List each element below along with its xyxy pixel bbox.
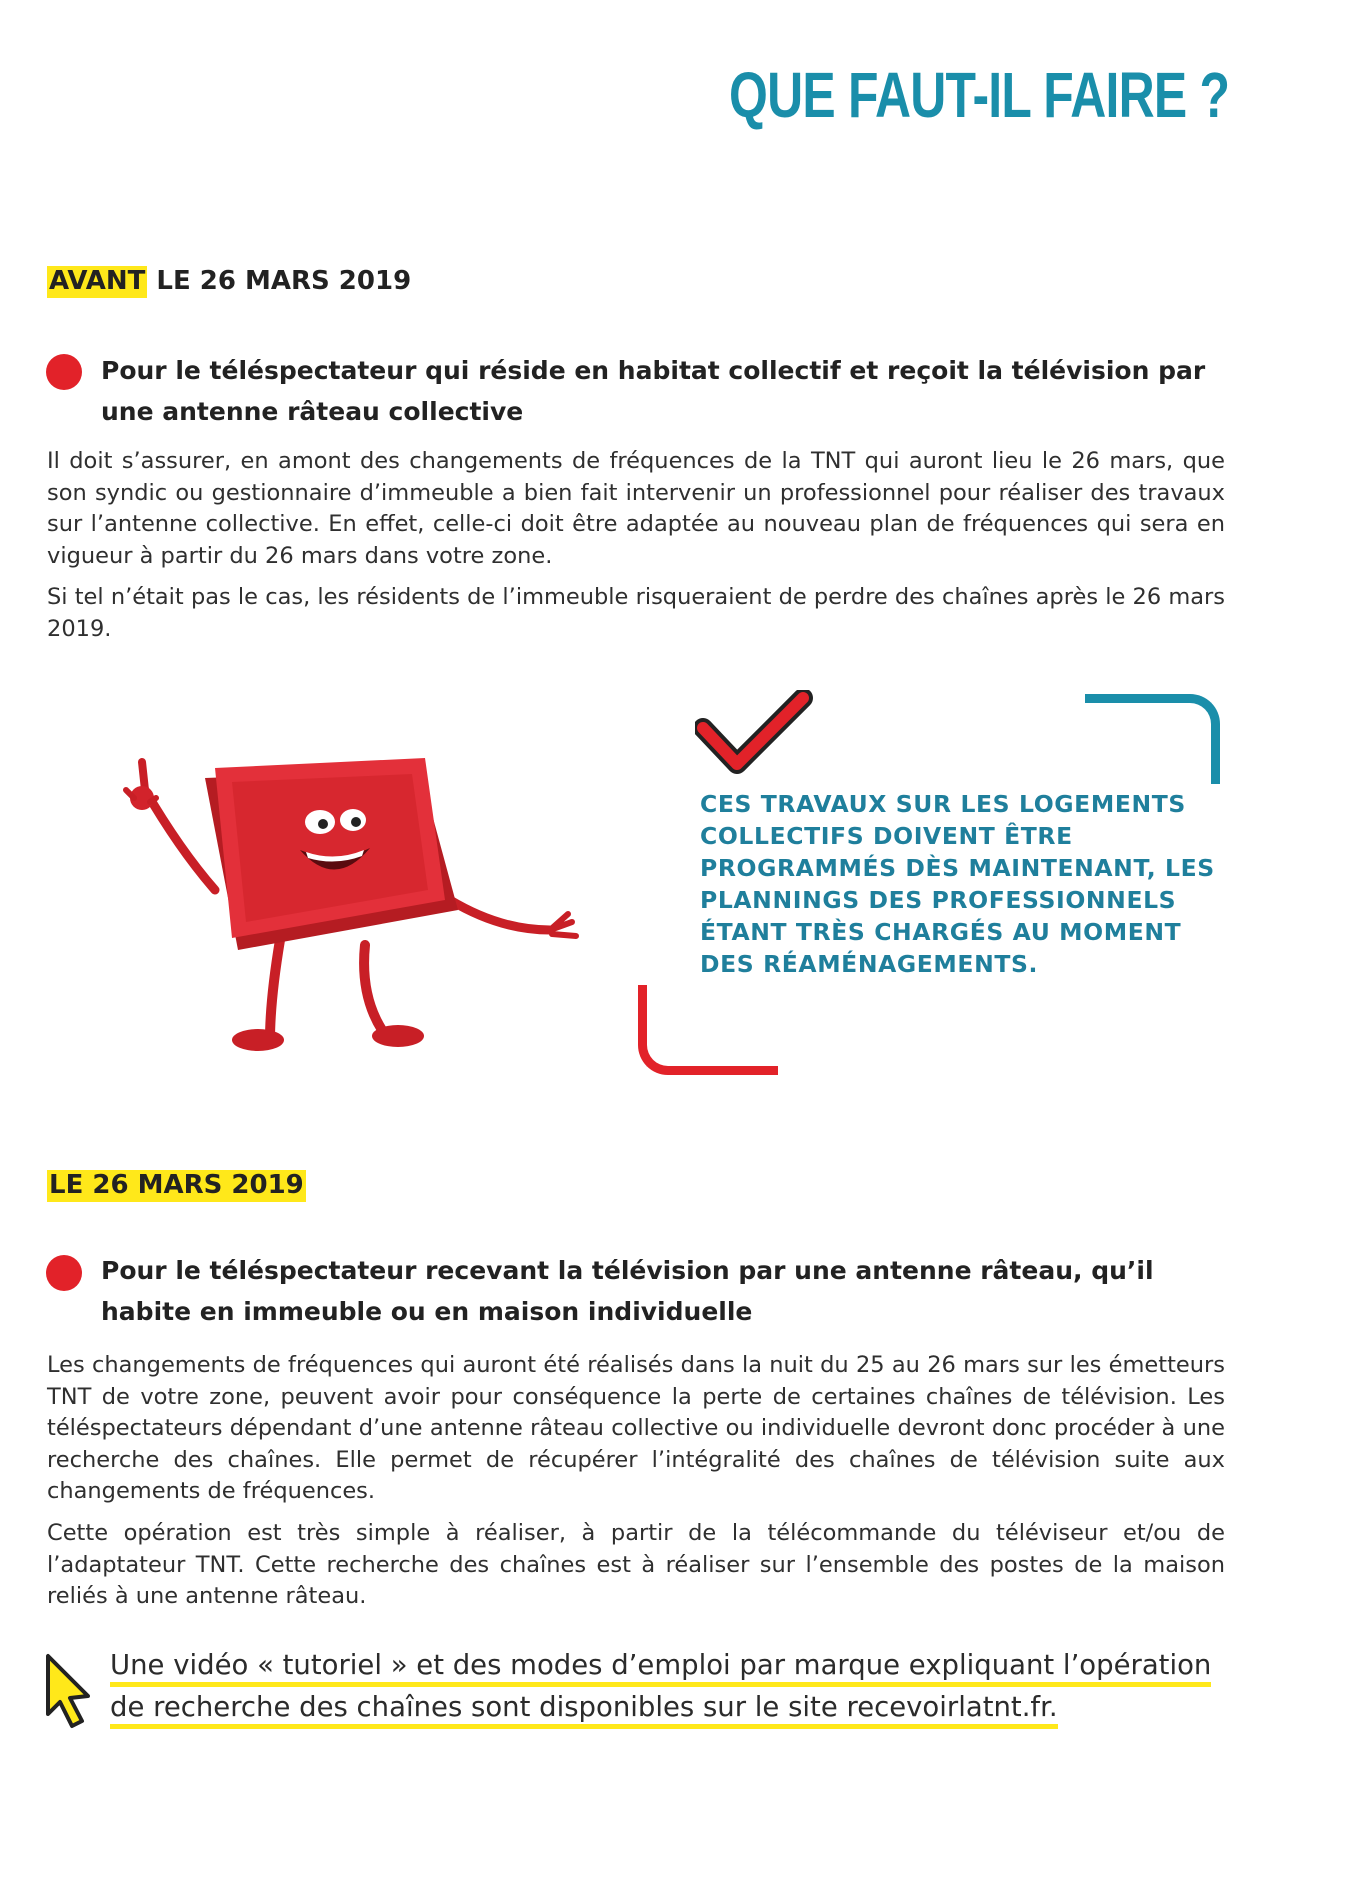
heading-rest: LE 26 MARS 2019	[147, 266, 412, 296]
paragraph-1: Il doit s’assurer, en amont des changements de fréquences de la TNT qui auront lieu le 26 mars, que son syndic ou gestionnaire d’immeuble a bien fait intervenir un professionnel pour réaliser des travaux sur l’antenne collective. En effet, celle-ci doit être adaptée au nouveau plan de fréquences qui sera en vigueur à partir du 26 mars dans votre zone.	[47, 448, 1225, 569]
paragraph-4: Cette opération est très simple à réaliser, à partir de la télécommande du téléviseur et/ou de l’adaptateur TNT. Cette recherche des chaînes est à réaliser sur l’ensemble des postes de la maison reliés à une antenne râteau.	[47, 1520, 1225, 1609]
tv-mascot-illustration	[120, 740, 600, 1070]
tutorial-link[interactable]	[110, 1644, 1240, 1728]
section-heading-le-26-mars	[47, 1170, 306, 1200]
bracket-bottom-left	[638, 985, 778, 1075]
paragraph-3: Les changements de fréquences qui auront été réalisés dans la nuit du 25 au 26 mars sur les émetteurs TNT de votre zone, peuvent avoir pour conséquence la perte de certaines chaînes de télévision. Les téléspectateurs dépendant d’une antenne râteau collective ou individuelle devront donc procéder à une recherche des chaînes. Elle permet de récupérer l’intégralité des chaînes de télévision suite aux changements de fréquences.	[47, 1352, 1225, 1504]
page-title: QUE FAUT-IL FAIRE ?	[728, 59, 1229, 131]
cursor-arrow-icon	[44, 1652, 96, 1730]
callout-text: CES TRAVAUX SUR LES LOGEMENTS COLLECTIFS DOIVENT ÊTRE PROGRAMMÉS DÈS MAINTENANT, LES PLANNINGS DES PROFESSIONNELS ÉTANT TRÈS CHARGÉS AU MOMENT DES RÉAMÉNAGEMENTS.	[700, 790, 1215, 978]
tutorial-link-text[interactable]: Une vidéo « tutoriel » et des modes d’emploi par marque expliquant l’opération de recherche des chaînes sont disponibles sur le site recevoirlatnt.fr.	[110, 1649, 1211, 1729]
bullet-dot-icon	[46, 1255, 82, 1291]
bullet-dot-icon	[46, 354, 82, 390]
checkmark-icon	[695, 690, 815, 780]
subheading-collective: Pour le téléspectateur qui réside en habitat collectif et reçoit la télévision par une antenne râteau collective	[101, 356, 1206, 426]
paragraph-2: Si tel n’était pas le cas, les résidents de l’immeuble risqueraient de perdre des chaînes après le 26 mars 2019.	[47, 584, 1225, 642]
heading-highlight: AVANT	[49, 266, 146, 296]
section-heading-avant	[47, 266, 411, 296]
bracket-top-right	[1085, 694, 1220, 784]
subheading-antenne: Pour le téléspectateur recevant la télévision par une antenne râteau, qu’il habite en immeuble ou en maison individuelle	[101, 1256, 1154, 1326]
heading-highlight-2: LE 26 MARS 2019	[49, 1170, 304, 1200]
